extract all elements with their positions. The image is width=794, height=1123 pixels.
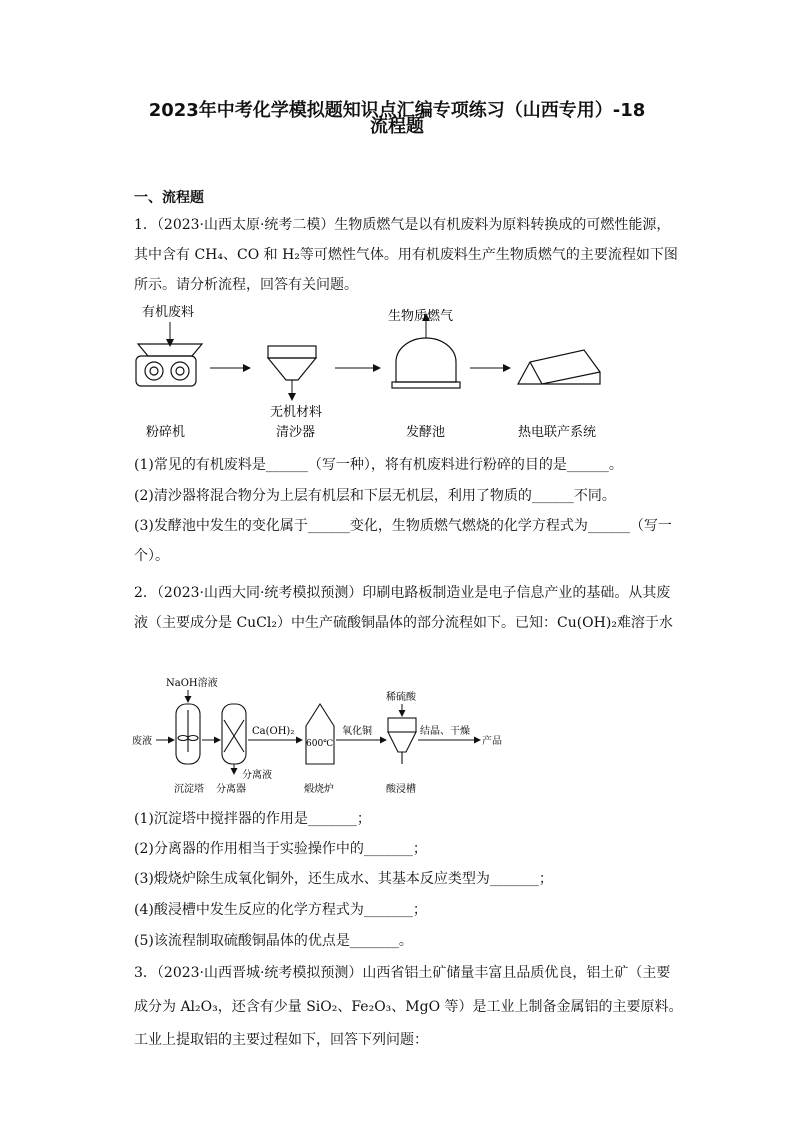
chp-system-icon	[518, 350, 600, 384]
product-label: 产品	[482, 736, 502, 747]
unit-3-label: 煅烧炉	[304, 784, 334, 795]
output-label: 生物质燃气	[388, 309, 454, 324]
section-heading: 一、流程题	[134, 190, 204, 206]
stage-4-label: 热电联产系统	[518, 425, 597, 440]
q1-sub-1: (1)常见的有机废料是______（写一种），将有机废料进行粉碎的目的是______。	[134, 457, 623, 473]
leaching-tank-icon	[388, 718, 416, 764]
q1-sub-3b: 个）。	[134, 548, 169, 564]
title-line-2: 流程题	[370, 116, 424, 137]
sand-cleaner-icon	[268, 346, 316, 400]
q3-line-1: 3．（2023·山西晋城·统考模拟预测）山西省铝土矿储量丰富且品质优良，铝土矿（主要	[134, 965, 671, 981]
q1-sub-2: (2)清沙器将混合物分为上层有机层和下层无机层，利用了物质的______不同。	[134, 488, 616, 504]
q2-sub-4: (4)酸浸槽中发生反应的化学方程式为_______；	[134, 902, 427, 918]
acid-label: 稀硫酸	[386, 692, 416, 703]
q1-line-3: 所示。请分析流程，回答有关问题。	[134, 277, 358, 293]
q2-sub-5: (5)该流程制取硫酸铜晶体的优点是_______。	[134, 933, 413, 949]
q3-line-2: 成分为 Al₂O₃，还含有少量 SiO₂、Fe₂O₃、MgO 等）是工业上制备金属铝的主要原料。	[134, 999, 683, 1015]
q2-sub-1: (1)沉淀塔中搅拌器的作用是_______；	[134, 811, 371, 827]
stage-1-label: 粉碎机	[146, 425, 186, 440]
separated-liquid-label: 分离液	[242, 770, 272, 781]
input-label: 有机废料	[142, 305, 195, 320]
title-line-1: 2023年中考化学模拟题知识点汇编专项练习（山西专用）-18	[148, 100, 646, 121]
unit-1-label: 沉淀塔	[174, 784, 204, 795]
unit-2-label: 分离器	[216, 784, 246, 795]
q2-line-1: 2．（2023·山西大同·统考模拟预测）印刷电路板制造业是电子信息产业的基础。从其废	[134, 585, 671, 601]
crusher-icon	[136, 344, 202, 386]
q2-line-2: 液（主要成分是 CuCl₂）中生产硫酸铜晶体的部分流程如下。已知：Cu(OH)₂难溶于水	[134, 615, 673, 631]
feed-label: 废液	[132, 736, 152, 747]
cuo-label: 氧化铜	[342, 726, 372, 737]
precipitation-tower-icon	[176, 704, 200, 764]
unit-4-label: 酸浸槽	[386, 784, 416, 795]
q1-sub-3a: (3)发酵池中发生的变化属于______变化，生物质燃气燃烧的化学方程式为______（写一	[134, 518, 672, 534]
q2-flow-diagram	[130, 672, 510, 798]
naoh-label: NaOH溶液	[166, 678, 218, 689]
crystallize-label: 结晶、干燥	[420, 726, 470, 737]
q1-flow-diagram	[130, 300, 670, 445]
q1-line-2: 其中含有 CH₄、CO 和 H₂等可燃性气体。用有机废料生产生物质燃气的主要流程如下图	[134, 247, 678, 263]
byproduct-label: 无机材料	[270, 405, 323, 420]
fermenter-icon	[392, 314, 460, 388]
temp-label: 600℃	[306, 739, 334, 749]
q2-sub-2: (2)分离器的作用相当于实验操作中的_______；	[134, 841, 427, 857]
q3-line-3: 工业上提取铝的主要过程如下，回答下列问题：	[134, 1032, 428, 1048]
q2-sub-3: (3)煅烧炉除生成氧化铜外，还生成水、其基本反应类型为_______；	[134, 871, 553, 887]
caoh-label: Ca(OH)₂	[252, 726, 295, 737]
separator-icon	[222, 704, 246, 774]
calciner-icon	[306, 704, 334, 764]
stage-3-label: 发酵池	[406, 425, 446, 440]
stage-2-label: 清沙器	[276, 425, 316, 440]
q1-line-1: 1．（2023·山西太原·统考二模）生物质燃气是以有机废料为原料转换成的可燃性能源，	[134, 217, 671, 233]
